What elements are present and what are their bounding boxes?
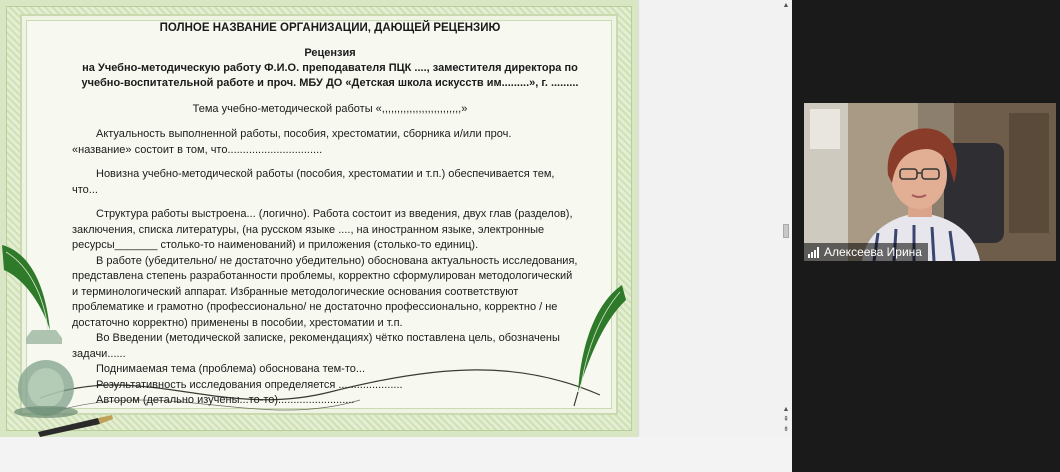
text-line: Новизна учебно-методической работы (пособия, хрестоматии и т.п.) обеспечивается тем, bbox=[96, 168, 555, 180]
text-line: «название» состоит в том, что............................... bbox=[72, 143, 323, 156]
text-line: Поднимаемая тема (проблема) обоснована тем-то... bbox=[96, 363, 366, 375]
organization-title: ПОЛНОЕ НАЗВАНИЕ ОРГАНИЗАЦИИ, ДАЮЩЕЙ РЕЦЕНЗИЮ bbox=[159, 22, 501, 34]
slide-vertical-scrollbar[interactable] bbox=[780, 0, 792, 437]
participant-video-frame bbox=[804, 103, 1056, 261]
text-line: Автором (детально изучены...то-то)......................... bbox=[96, 394, 355, 406]
text-line: ресурсы_______ столько-то наименований) и приложения (столько-то единиц). bbox=[72, 239, 479, 251]
text-line: достаточно корректно) применены в пособии, хрестоматии и т.п. bbox=[72, 316, 403, 329]
text-line: что... bbox=[72, 183, 98, 196]
participant-video-tile[interactable] bbox=[804, 103, 1056, 261]
text-line: Во Введении (методической записке, рекомендациях) чётко поставлена цель, обозначены bbox=[96, 332, 560, 344]
paragraph-novelty bbox=[72, 167, 592, 198]
inkwell-icon bbox=[14, 330, 78, 418]
text-line: Актуальность выполненной работы, пособия, хрестоматии, сборника и/или проч. bbox=[96, 128, 512, 140]
text-line: задачи...... bbox=[72, 347, 126, 360]
signal-bars-icon bbox=[808, 247, 819, 258]
scroll-up-icon[interactable]: ▲ bbox=[782, 2, 790, 9]
review-title: Рецензия bbox=[304, 47, 356, 59]
scrollbar-thumb[interactable] bbox=[783, 224, 789, 238]
video-panel bbox=[792, 0, 1060, 472]
text-line: Результативность исследования определяется ..................... bbox=[96, 378, 403, 391]
bottom-strip bbox=[0, 437, 792, 472]
previous-slide-icon[interactable]: ⇞ bbox=[783, 416, 789, 423]
scroll-up-icon[interactable]: ▲ bbox=[782, 406, 790, 413]
review-subtitle-line: на Учебно-методическую работу Ф.И.О. преподавателя ПЦК ...., заместителя директора по bbox=[82, 62, 578, 74]
next-slide-icon[interactable]: ⇟ bbox=[783, 426, 789, 433]
fountain-pen-icon bbox=[38, 415, 113, 437]
paragraph-actuality bbox=[72, 127, 592, 158]
text-line: и терминологический аппарат. Избранные методологические основания соответствуют bbox=[72, 285, 519, 298]
quill-pen-icon bbox=[2, 245, 50, 330]
participant-name-bar bbox=[804, 243, 928, 261]
participant-name: Алексеева Ирина bbox=[824, 245, 922, 259]
text-line: Структура работы выстроена... (логично). Работа состоит из введения, двух глав (разделов), bbox=[96, 208, 573, 220]
text-line: представлена степень разработанности проблемы, корректно сформулирован методологический bbox=[72, 270, 573, 282]
work-theme: Тема учебно-методической работы «,,,,,,,,,,,,,,,,,,,,,,,,,,» bbox=[192, 103, 468, 115]
text-line: проблематике и грамотно (профессионально/ не достаточно профессионально, корректно / не bbox=[72, 301, 558, 313]
text-line: В работе (убедительно/ не достаточно убедительно) обоснована актуальность исследования, bbox=[96, 254, 578, 267]
text-line: заключения, списка литературы, (на русском языке ...., на иностранном языке, электронные bbox=[72, 223, 545, 236]
paragraph-structure bbox=[72, 207, 592, 409]
review-subtitle-line: учебно-воспитательной работе и проч. МБУ ДО «Детская школа искусств им.........», г. ......... bbox=[81, 77, 579, 89]
